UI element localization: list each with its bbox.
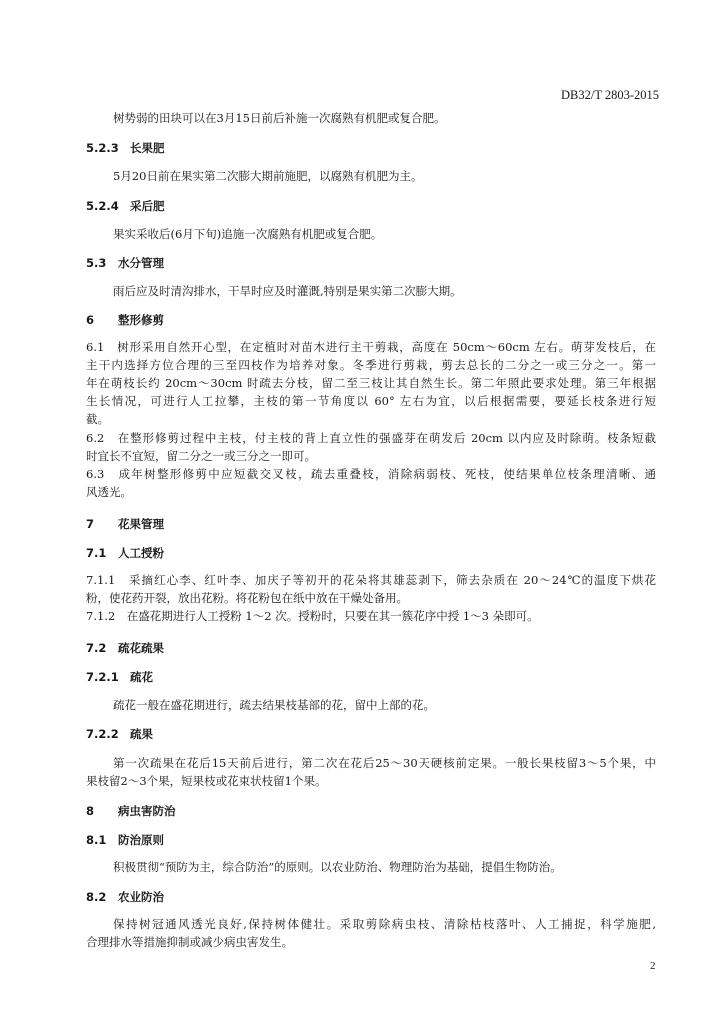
section-title: 花果管理 [118, 517, 164, 531]
section-number: 5.2.3 [86, 141, 119, 155]
paragraph-line: 7.1.2 在盛花期进行人工授粉 1～2 次。授粉时，只要在其一簇花序中授 1～3 朵即可。 [86, 609, 539, 623]
paragraph-line: 主干内选择方位合理的三至四枝作为培养对象。冬季进行剪栽，剪去总长的二分之一或三分之一。第一 [86, 358, 656, 372]
section-heading-5-2-4 [86, 198, 165, 214]
section-title: 人工授粉 [118, 546, 164, 560]
section-heading-5-2-3 [86, 140, 165, 156]
paragraph-line: 年在萌枝长约 20cm～30cm 时疏去分枝，留二至三枝让其自然生长。第二年照此要求处理。第三年根据 [86, 376, 656, 390]
section-number: 8.1 [86, 833, 107, 847]
paragraph-line: 风透光。 [86, 485, 132, 499]
section-number: 7.2.2 [86, 727, 119, 741]
section-heading-7-2 [86, 640, 164, 656]
section-number: 5.3 [86, 256, 107, 270]
section-title: 防治原则 [118, 833, 164, 847]
paragraph-line: 果枝留2～3个果，短果枝或花束状枝留1个果。 [86, 774, 327, 788]
section-number: 6 [86, 313, 95, 327]
section-title: 整形修剪 [118, 313, 164, 327]
section-title: 疏花疏果 [118, 641, 164, 655]
section-heading-8-1 [86, 832, 164, 848]
paragraph-line: 保持树冠通风透光良好,保持树体健壮。采取剪除病虫枝、清除枯枝落叶、人工捕捉，科学施肥, [113, 917, 656, 931]
paragraph-line: 6.2 在整形修剪过程中主枝，付主枝的背上直立性的强盛芽在萌发后 20cm 以内应及时除萌。枝条短截 [86, 431, 656, 445]
paragraph-line: 生长情况，可进行人工拉攀，主枝的第一节角度以 60° 左右为宜，以后根据需要，要延长枝条进行短 [86, 394, 656, 408]
paragraph-line: 截。 [86, 412, 109, 426]
paragraph-line: 6.3 成年树整形修剪中应短截交叉枝，疏去重叠枝，消除病弱枝、死枝，使结果单位枝条理清晰、通 [86, 467, 656, 481]
section-heading-7-1 [86, 545, 164, 561]
section-heading-8 [86, 803, 176, 819]
section-title: 水分管理 [118, 256, 164, 270]
page-number: 2 [650, 960, 656, 972]
section-number: 5.2.4 [86, 199, 119, 213]
paragraph-line: 积极贯彻“预防为主，综合防治”的原则。以农业防治、物理防治为基础，提倡生物防治。 [113, 860, 562, 874]
section-title: 病虫害防治 [118, 804, 176, 818]
section-heading-5-3 [86, 255, 164, 271]
section-heading-7 [86, 516, 164, 532]
paragraph-line: 果实采收后(6月下旬)追施一次腐熟有机肥或复合肥。 [113, 227, 383, 241]
section-title: 疏花 [130, 670, 153, 684]
paragraph-line: 粉，使花药开裂，放出花粉。将花粉包在纸中放在干燥处备用。 [86, 591, 408, 605]
section-heading-7-2-1 [86, 669, 153, 685]
paragraph-line: 第一次疏果在花后15天前后进行，第二次在花后25～30天硬核前定果。一般长果枝留3～5个果，中 [113, 756, 656, 770]
section-number: 7 [86, 517, 95, 531]
section-heading-7-2-2 [86, 726, 153, 742]
section-number: 8 [86, 804, 95, 818]
paragraph-line: 时宜长不宜短，留二分之一或三分之一即可。 [86, 449, 316, 463]
section-heading-6 [86, 312, 164, 328]
section-title: 农业防治 [118, 890, 164, 904]
section-title: 长果肥 [130, 141, 165, 155]
section-number: 7.2 [86, 641, 107, 655]
section-number: 7.2.1 [86, 670, 119, 684]
section-title: 采后肥 [130, 199, 165, 213]
paragraph-line: 合理排水等措施抑制或减少病虫害发生。 [86, 935, 293, 949]
paragraph-line: 疏花一般在盛花期进行，疏去结果枝基部的花，留中上部的花。 [113, 698, 435, 712]
section-number: 8.2 [86, 890, 107, 904]
document-code: DB32/T 2803-2015 [561, 88, 660, 102]
paragraph-line: 树势弱的田块可以在3月15日前后补施一次腐熟有机肥或复合肥。 [113, 111, 446, 125]
paragraph-line: 7.1.1 采摘红心李、红叶李、加庆子等初开的花朵将其雄蕊剥下，筛去杂质在 20～24℃的温度下烘花 [86, 573, 656, 587]
paragraph-line: 6.1 树形采用自然开心型，在定植时对苗木进行主干剪栽，高度在 50cm～60cm 左右。萌芽发枝后，在 [86, 340, 656, 354]
section-heading-8-2 [86, 889, 164, 905]
section-title: 疏果 [130, 727, 153, 741]
paragraph-line: 5月20日前在果实第二次膨大期前施肥，以腐熟有机肥为主。 [113, 169, 423, 183]
paragraph-line: 雨后应及时清沟排水，干旱时应及时灌溉,特别是果实第二次膨大期。 [113, 284, 462, 298]
section-number: 7.1 [86, 546, 107, 560]
